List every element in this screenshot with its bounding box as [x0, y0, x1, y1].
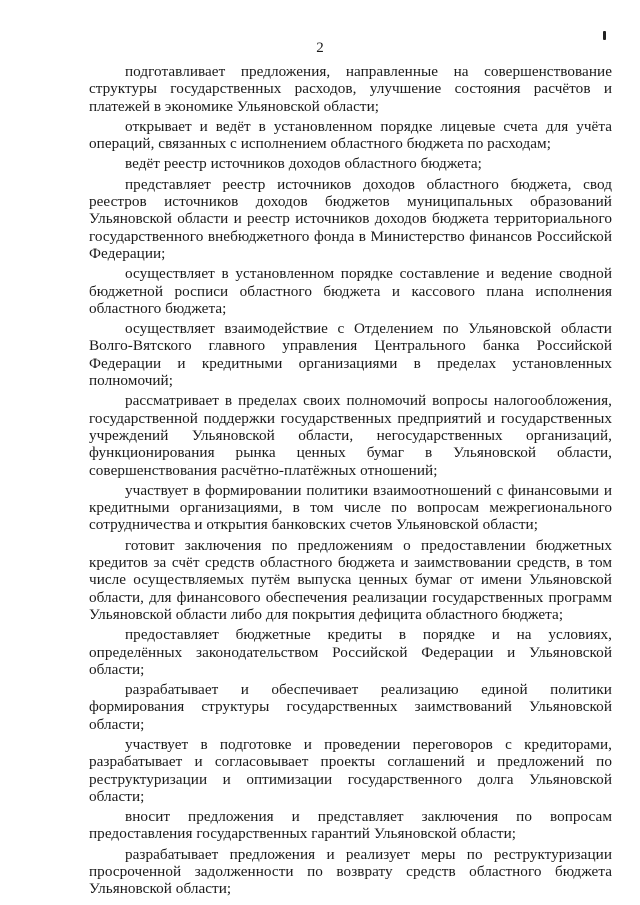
paragraph: ведёт реестр источников доходов областного бюджета; [125, 155, 482, 173]
paragraph: разрабатывает и обеспечивает реализацию единой политики формирования структуры государственных заимствований Ульяновской области; [89, 681, 612, 733]
paragraph: разрабатывает предложения и реализует меры по реструктуризации просроченной задолженности по возврату средств областного бюджета Ульяновской области; [89, 845, 612, 898]
paragraph: представляет реестр источников доходов областного бюджета, свод реестров источников доходов бюджетов муниципальных образований Ульяновской области и реестр источников доходов бюджета территориального государственного внебюджетного фонда в Министерство финансов Российской Федерации; [89, 175, 612, 262]
paragraph: вносит предложения и представляет заключения по вопросам предоставления государственных гарантий Ульяновской области; [89, 808, 612, 843]
paragraph: открывает и ведёт в установленном порядке лицевые счета для учёта операций, связанных с исполнением областного бюджета по расходам; [89, 117, 612, 153]
paragraph: подготавливает предложения, направленные на совершенствование структуры государственных расходов, улучшение состояния расчётов и платежей в экономике Ульяновской области; [89, 63, 612, 115]
page-number [0, 40, 640, 56]
document-body [89, 63, 612, 901]
paragraph: осуществляет взаимодействие с Отделением по Ульяновской области Волго-Вятского главного управления Центрального банка Российской Федерации и кредитными организациями в пределах установленных полномочий; [89, 320, 612, 390]
paragraph: участвует в формировании политики взаимоотношений с финансовыми и кредитными организациями, в том числе по вопросам межрегионального сотрудничества и открытия банковских счетов Ульяновской области; [89, 481, 612, 534]
paragraph: предоставляет бюджетные кредиты в порядке и на условиях, определённых законодательством Российской Федерации и Ульяновской области; [89, 626, 612, 678]
paragraph: осуществляет в установленном порядке составление и ведение сводной бюджетной росписи областного бюджета и кассового плана исполнения областного бюджета; [89, 265, 612, 317]
scan-mark [603, 31, 606, 40]
paragraph: рассматривает в пределах своих полномочий вопросы налогообложения, государственной поддержки государственных предприятий и государственных учреждений Ульяновской области, негосударственных организаций, функционирования рынка ценных бумаг в Ульяновской области, совершенствования расчётно-платёжных отношений; [89, 392, 612, 479]
paragraph: готовит заключения по предложениям о предоставлении бюджетных кредитов за счёт средств областного бюджета и заимствовании средств, в том числе осуществляемых путём выпуска ценных бумаг от имени Ульяновской области, для финансового обеспечения реализации государственных программ Ульяновской области либо для покрытия дефицита областного бюджета; [89, 536, 612, 623]
page-number-text: 2 [316, 40, 324, 56]
paragraph: участвует в подготовке и проведении переговоров с кредиторами, разрабатывает и согласовывает проекты соглашений и предложений по реструктуризации и оптимизации государственного долга Ульяновской области; [89, 735, 612, 805]
